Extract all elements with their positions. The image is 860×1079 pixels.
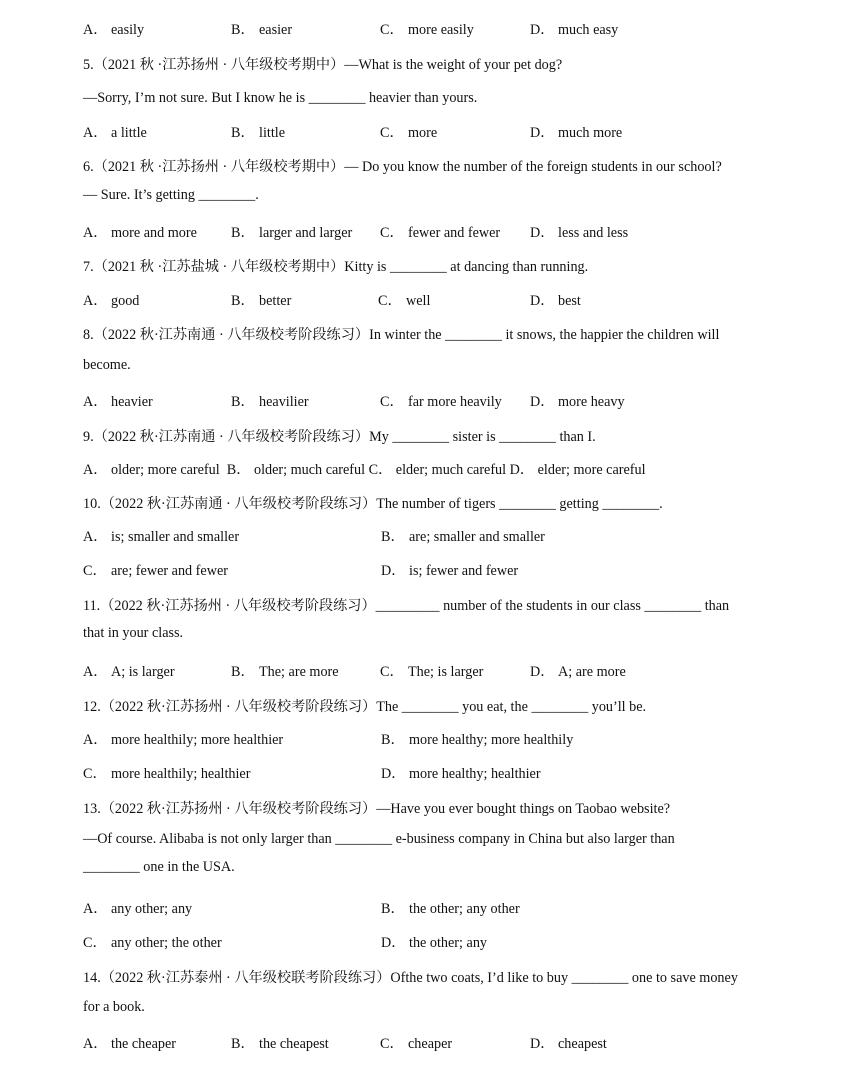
answer-option (380, 1035, 452, 1053)
option-letter: C． (380, 1036, 404, 1052)
option-letter: C． (380, 394, 404, 410)
option-text: heavilier (259, 394, 309, 410)
option-text: little (259, 125, 286, 141)
option-text: the other; any (409, 935, 488, 951)
question-line: for a book. (83, 999, 145, 1015)
option-letter: D． (530, 225, 555, 241)
question-line: 8.（2022 秋·江苏南通 · 八年级校考阶段练习）In winter the ________ it snows, the happier the children will (83, 327, 720, 343)
option-letter: C． (380, 22, 404, 38)
option-letter: C． (380, 664, 404, 680)
answer-option (83, 934, 222, 952)
option-text: the cheapest (259, 1036, 329, 1052)
option-letter: B． (231, 225, 255, 241)
answer-option (381, 900, 520, 918)
option-letter: B． (381, 529, 405, 545)
answer-option (380, 21, 474, 39)
option-text: good (111, 293, 140, 309)
answer-option (381, 934, 487, 952)
option-letter: A． (83, 22, 108, 38)
answer-option (83, 224, 197, 242)
option-text: well (406, 293, 431, 309)
question-line: — Sure. It’s getting ________. (83, 187, 259, 203)
option-text: any other; any (111, 901, 193, 917)
option-text: the cheaper (111, 1036, 176, 1052)
option-text: far more heavily (408, 394, 502, 410)
question-line: 12.（2022 秋·江苏扬州 · 八年级校考阶段练习）The ________ you eat, the ________ you’ll be. (83, 699, 647, 715)
answer-option (380, 663, 483, 681)
option-text: is; fewer and fewer (409, 563, 519, 579)
option-letter: A． (83, 664, 108, 680)
answer-option (83, 393, 153, 411)
answer-option (231, 393, 309, 411)
option-letter: B． (231, 664, 255, 680)
question-line: that in your class. (83, 625, 184, 641)
question-line: 5.（2021 秋 ·江苏扬州 · 八年级校考期中）—What is the weight of your pet dog? (83, 57, 563, 73)
option-text: are; fewer and fewer (111, 563, 228, 579)
option-text: less and less (558, 225, 629, 241)
answer-option (83, 21, 144, 39)
option-letter: C． (83, 563, 107, 579)
option-text: easier (259, 22, 293, 38)
option-letter: B． (231, 125, 255, 141)
option-text: more healthily; healthier (111, 766, 251, 782)
option-letter: A． (83, 1036, 108, 1052)
option-text: best (558, 293, 581, 309)
option-letter: C． (380, 225, 404, 241)
option-text: The; are more (259, 664, 339, 680)
answer-option (380, 124, 437, 142)
option-text: a little (111, 125, 147, 141)
option-letter: A． (83, 394, 108, 410)
answer-option (381, 562, 518, 580)
option-letter: D． (530, 394, 555, 410)
answer-option (378, 292, 430, 310)
option-text: larger and larger (259, 225, 353, 241)
question-line: 9.（2022 秋·江苏南通 · 八年级校考阶段练习）My ________ sister is ________ than I. (83, 429, 596, 445)
answer-option (231, 224, 352, 242)
answer-option (83, 663, 175, 681)
option-letter: A． (83, 732, 108, 748)
option-text: better (259, 293, 292, 309)
answer-option (83, 124, 147, 142)
answer-option (381, 528, 545, 546)
question-line: become. (83, 357, 131, 373)
option-letter: B． (231, 22, 255, 38)
answer-option (530, 292, 581, 310)
option-letter: D． (530, 293, 555, 309)
answer-option (380, 393, 502, 411)
answer-option (530, 124, 622, 142)
option-letter: A． (83, 293, 108, 309)
question-line: 14.（2022 秋·江苏泰州 · 八年级校联考阶段练习）Ofthe two coats, I’d like to buy ________ one to save money (83, 970, 738, 986)
option-text: much easy (558, 22, 619, 38)
option-text: are; smaller and smaller (409, 529, 545, 545)
question-line: ________ one in the USA. (83, 859, 235, 875)
option-text: more and more (111, 225, 197, 241)
answer-option (380, 224, 500, 242)
answer-option (381, 765, 541, 783)
option-text: A; is larger (111, 664, 175, 680)
option-letter: C． (380, 125, 404, 141)
question-line: 10.（2022 秋·江苏南通 · 八年级校考阶段练习）The number of tigers ________ getting ________. (83, 496, 663, 512)
option-letter: D． (530, 125, 555, 141)
option-text: fewer and fewer (408, 225, 501, 241)
option-text: easily (111, 22, 145, 38)
answer-option (83, 900, 192, 918)
option-text: is; smaller and smaller (111, 529, 240, 545)
option-letter: D． (530, 664, 555, 680)
option-letter: C． (83, 935, 107, 951)
option-text: A; are more (558, 664, 626, 680)
option-text: more healthy; healthier (409, 766, 541, 782)
option-text: The; is larger (408, 664, 484, 680)
option-letter: D． (381, 563, 406, 579)
option-text: more healthy; more healthily (409, 732, 574, 748)
answer-option (530, 663, 626, 681)
question-line: —Of course. Alibaba is not only larger than ________ e-business company in China but also larger than (83, 831, 675, 847)
option-letter: B． (381, 901, 405, 917)
option-letter: D． (381, 935, 406, 951)
answer-option (530, 1035, 607, 1053)
option-letter: B． (231, 293, 255, 309)
question-line: A． older; more careful B． older; much careful C． elder; much careful D． elder; more careful (83, 462, 646, 478)
option-text: more (408, 125, 438, 141)
option-text: cheaper (408, 1036, 453, 1052)
question-line: 13.（2022 秋·江苏扬州 · 八年级校考阶段练习）—Have you ever bought things on Taobao website? (83, 801, 671, 817)
answer-option (231, 292, 291, 310)
answer-option (381, 731, 573, 749)
answer-option (530, 393, 625, 411)
answer-option (231, 21, 292, 39)
option-letter: C． (378, 293, 402, 309)
answer-option (231, 1035, 329, 1053)
option-text: more easily (408, 22, 474, 38)
answer-option (83, 1035, 176, 1053)
answer-option (530, 21, 618, 39)
option-text: any other; the other (111, 935, 222, 951)
option-letter: B． (231, 1036, 255, 1052)
option-letter: D． (381, 766, 406, 782)
option-text: the other; any other (409, 901, 520, 917)
question-line: 11.（2022 秋·江苏扬州 · 八年级校考阶段练习）_________ number of the students in our class ________ than (83, 598, 730, 614)
option-letter: A． (83, 901, 108, 917)
answer-option (83, 731, 283, 749)
option-text: cheapest (558, 1036, 607, 1052)
option-letter: D． (530, 1036, 555, 1052)
answer-option (83, 562, 228, 580)
answer-option (83, 765, 250, 783)
question-line: —Sorry, I’m not sure. But I know he is ________ heavier than yours. (83, 90, 478, 106)
question-line: 7.（2021 秋 ·江苏盐城 · 八年级校考期中）Kitty is ________ at dancing than running. (83, 259, 589, 275)
option-letter: D． (530, 22, 555, 38)
option-letter: B． (231, 394, 255, 410)
option-text: more heavy (558, 394, 625, 410)
answer-option (231, 124, 285, 142)
answer-option (83, 292, 139, 310)
answer-option (83, 528, 239, 546)
option-letter: A． (83, 225, 108, 241)
option-text: more healthily; more healthier (111, 732, 284, 748)
answer-option (231, 663, 339, 681)
option-letter: A． (83, 125, 108, 141)
option-letter: A． (83, 529, 108, 545)
question-line: 6.（2021 秋 ·江苏扬州 · 八年级校考期中）— Do you know the number of the foreign students in our school? (83, 159, 722, 175)
option-letter: B． (381, 732, 405, 748)
option-letter: C． (83, 766, 107, 782)
option-text: heavier (111, 394, 153, 410)
answer-option (530, 224, 628, 242)
option-text: much more (558, 125, 623, 141)
